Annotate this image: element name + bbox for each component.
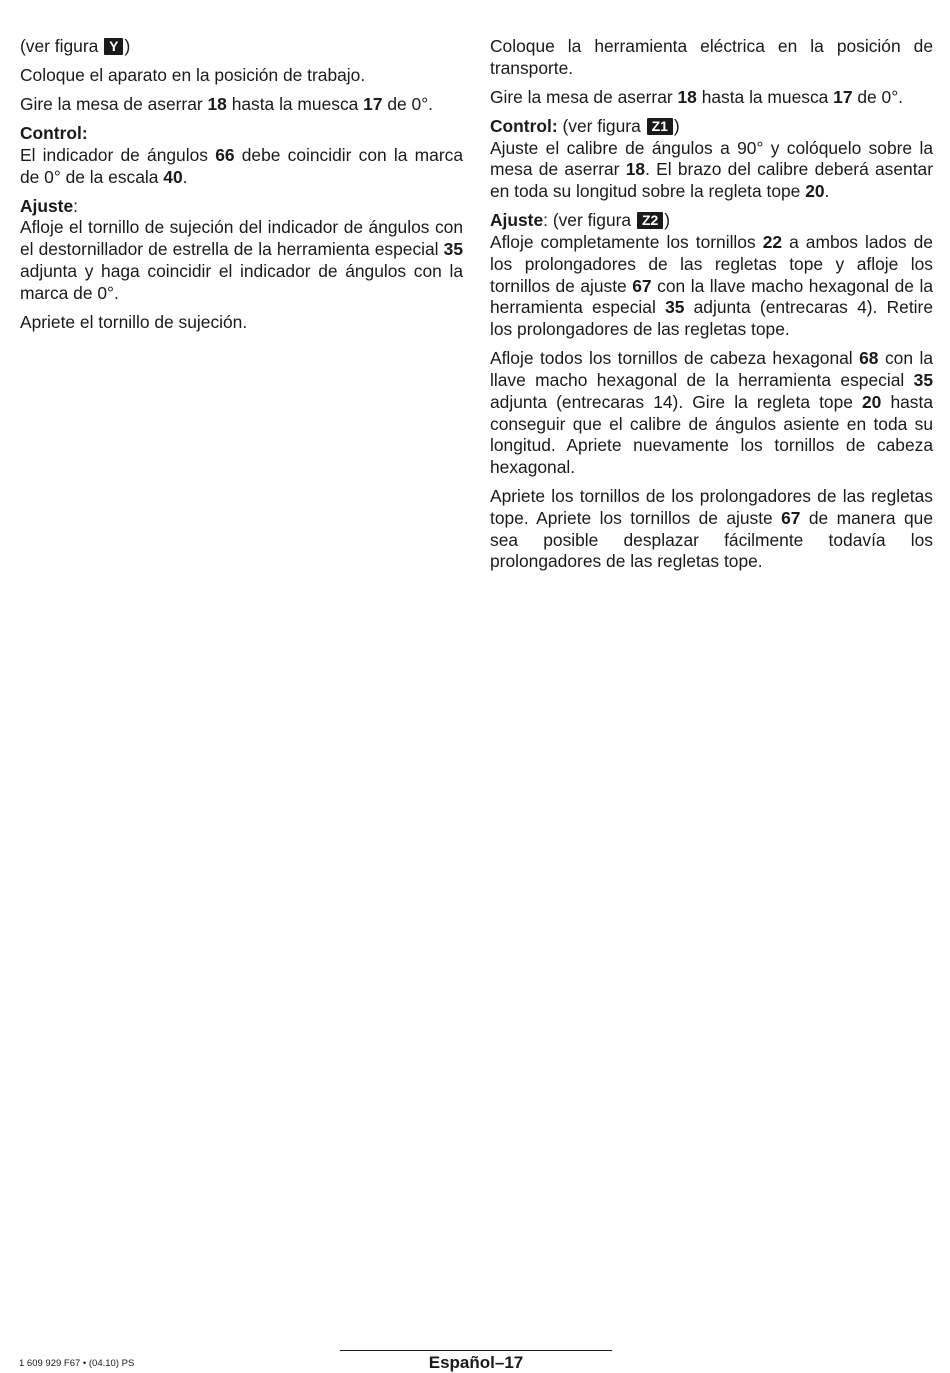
ajuste-text: Afloje completamente los tornillos 22 a ambos lados de los prolongadores de las regletas tope y afloje los tornillos de ajuste 67 con la llave macho hexagonal de la herramienta especial 35 adjunta (entrecaras 4). Retire los prolongadores de las regletas tope. — [490, 231, 933, 340]
page-number: Español–17 — [428, 1353, 524, 1372]
control-text: El indicador de ángulos 66 debe coincidir con la marca de 0° de la escala 40. — [20, 144, 464, 187]
left-column — [20, 36, 463, 341]
right-column — [490, 36, 933, 580]
figure-label-z1: Z1 — [647, 118, 673, 135]
figure-label-y: Y — [104, 38, 123, 55]
paragraph-position: Coloque el aparato en la posición de trabajo. — [20, 64, 366, 85]
paragraph-rotate-table: Gire la mesa de aserrar 18 hasta la muesca 17 de 0°. — [490, 86, 903, 107]
footer-rule — [340, 1350, 612, 1351]
control-heading-line: Control: (ver figura Z1 ) — [490, 115, 680, 136]
ajuste-heading-line: Ajuste: (ver figura Z2 ) — [490, 210, 671, 231]
ajuste-heading: Ajuste — [490, 210, 544, 231]
paragraph-extenders: Apriete los tornillos de los prolongadores de las regletas tope. Apriete los tornillos de ajuste 67 de manera que sea posible desplazar fácilmente todavía los prolongadores de las regletas tope. — [490, 486, 933, 572]
document-code: 1 609 929 F67 • (04.10) PS — [19, 1358, 135, 1369]
paragraph-hex-screws: Afloje todos los tornillos de cabeza hexagonal 68 con la llave macho hexagonal de la herramienta especial 35 adjunta (entrecaras 14). Gire la regleta tope 20 hasta conseguir que el calibre de ángulos asiente en toda su longitud. Apriete nuevamente los tornillos de cabeza hexagonal. — [490, 348, 933, 478]
paragraph-transport: Coloque la herramienta eléctrica en la posición de transporte. — [490, 36, 933, 78]
paragraph-tighten: Apriete el tornillo de sujeción. — [20, 311, 248, 332]
control-heading: Control: — [490, 115, 558, 136]
control-text: Ajuste el calibre de ángulos a 90° y colóquelo sobre la mesa de aserrar 18. El brazo del calibre deberá asentar en toda su longitud sobre la regleta tope 20. — [490, 137, 933, 202]
control-heading: Control: — [20, 122, 88, 143]
ajuste-heading-line: Ajuste: — [20, 195, 78, 216]
paragraph-rotate-table: Gire la mesa de aserrar 18 hasta la muesca 17 de 0°. — [20, 93, 433, 114]
figure-reference: (ver figura Y ) — [20, 36, 131, 56]
ajuste-heading: Ajuste — [20, 195, 74, 216]
ajuste-text: Afloje el tornillo de sujeción del indicador de ángulos con el destornillador de estrella de la herramienta especial 35 adjunta y haga coincidir el indicador de ángulos con la marca de 0°. — [20, 217, 463, 303]
figure-label-z2: Z2 — [637, 212, 663, 229]
